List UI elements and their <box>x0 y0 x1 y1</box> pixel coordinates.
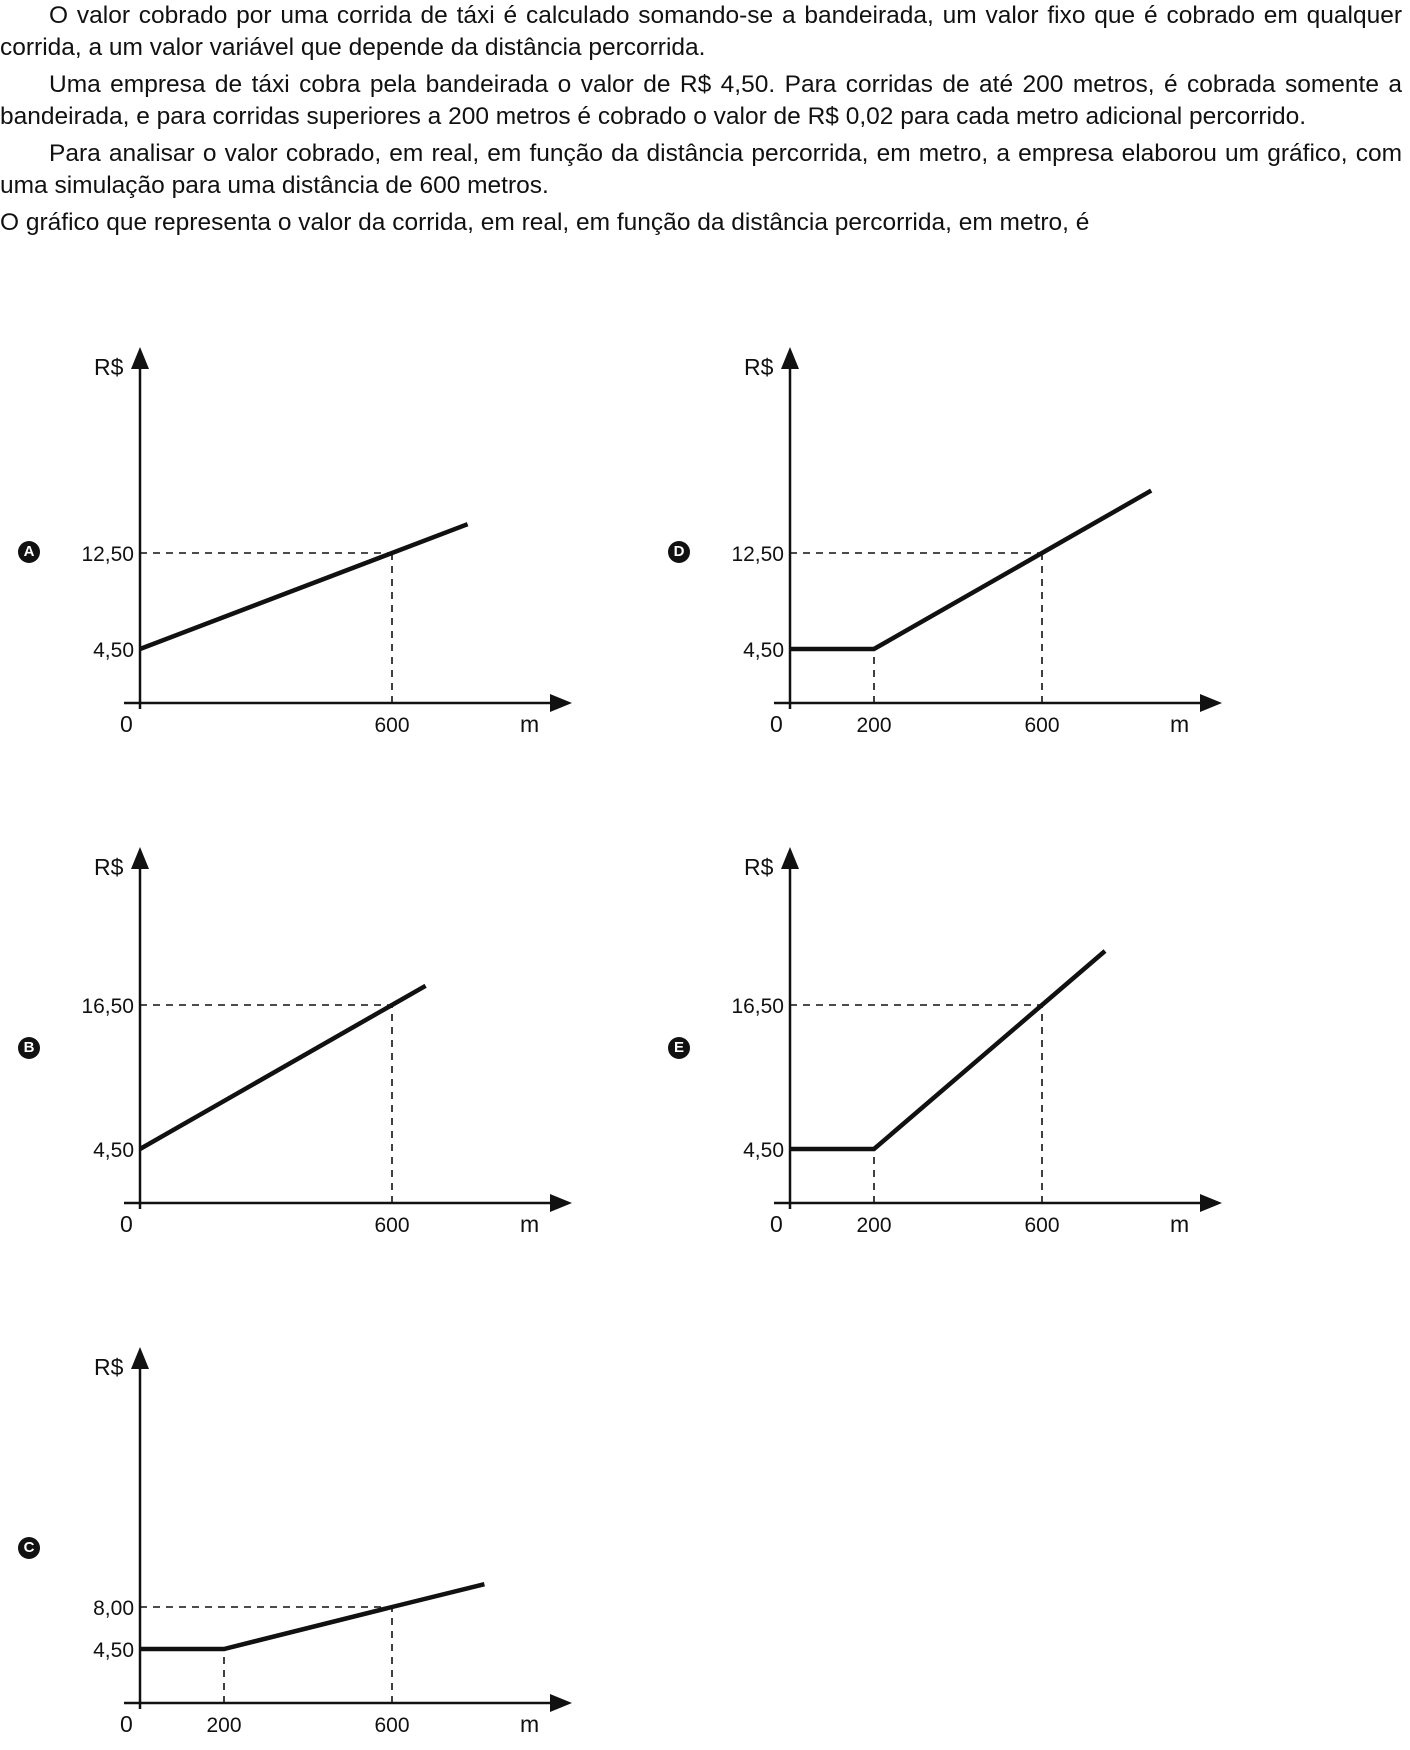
question-prompt: O gráfico que representa o valor da corrida, em real, em função da distância percorrida, em metro, é <box>0 209 1090 236</box>
x-tick-label-200: 200 <box>856 714 892 737</box>
option-b-graph[interactable] <box>0 845 540 1237</box>
option-c-graph[interactable] <box>0 1345 540 1737</box>
y-tick-label: 4,50 <box>93 1139 134 1162</box>
x-axis-label: m <box>520 1211 540 1237</box>
origin-label: 0 <box>120 1211 133 1237</box>
x-axis-label: m <box>520 1711 540 1737</box>
y-tick-label: 4,50 <box>743 639 784 662</box>
question-text <box>0 0 1402 239</box>
y-tick-label: 4,50 <box>93 1639 134 1662</box>
y-tick-label: 12,50 <box>731 543 784 566</box>
option-a-series-line <box>140 524 468 649</box>
origin-label: 0 <box>770 711 783 737</box>
option-b-chart <box>0 845 540 1237</box>
origin-label: 0 <box>770 1211 783 1237</box>
y-axis-label: R$ <box>744 354 774 380</box>
y-tick-label: 12,50 <box>81 543 134 566</box>
origin-label: 0 <box>120 711 133 737</box>
y-tick-label: 16,50 <box>731 995 784 1018</box>
option-e-graph[interactable] <box>650 845 1190 1237</box>
x-tick-label-600: 600 <box>374 1214 410 1237</box>
option-c-chart <box>0 1345 540 1737</box>
option-c-badge[interactable]: C <box>18 1537 40 1559</box>
y-axis-arrow <box>781 347 799 369</box>
option-a-chart <box>0 345 540 737</box>
y-tick-label: 8,00 <box>93 1597 134 1620</box>
option-d-graph[interactable] <box>650 345 1190 737</box>
y-axis-arrow <box>131 847 149 869</box>
y-axis-label: R$ <box>94 1354 124 1380</box>
option-a-graph[interactable] <box>0 345 540 737</box>
option-e-series-line <box>790 951 1105 1149</box>
x-axis-arrow <box>550 1194 572 1212</box>
x-axis-label: m <box>1170 1211 1190 1237</box>
x-axis-arrow <box>1200 1194 1222 1212</box>
option-a-badge[interactable]: A <box>18 541 40 563</box>
y-tick-label: 4,50 <box>93 639 134 662</box>
x-tick-label-600: 600 <box>1024 1214 1060 1237</box>
option-d-series-line <box>790 491 1151 649</box>
option-e-badge[interactable]: E <box>668 1037 690 1059</box>
paragraph-1: O valor cobrado por uma corrida de táxi é calculado somando-se a bandeirada, um valor fixo que é cobrado em qualquer corrida, a um valor variável que depende da distância percorrida. <box>0 2 1402 61</box>
y-axis-arrow <box>131 347 149 369</box>
paragraph-2: Uma empresa de táxi cobra pela bandeirada o valor de R$ 4,50. Para corridas de até 200 metros, é cobrada somente a bandeirada, e para corridas superiores a 200 metros é cobrado o valor de R$ 0,02 para cada metro adicional percorrido. <box>0 71 1402 130</box>
y-tick-label: 4,50 <box>743 1139 784 1162</box>
option-e-chart <box>650 845 1190 1237</box>
origin-label: 0 <box>120 1711 133 1737</box>
x-tick-label-600: 600 <box>374 714 410 737</box>
y-axis-arrow <box>781 847 799 869</box>
option-d-chart <box>650 345 1190 737</box>
x-axis-arrow <box>550 1694 572 1712</box>
option-d-badge[interactable]: D <box>668 541 690 563</box>
option-c-series-line <box>140 1584 484 1649</box>
option-b-badge[interactable]: B <box>18 1037 40 1059</box>
x-tick-label-200: 200 <box>206 1714 242 1737</box>
y-tick-label: 16,50 <box>81 995 134 1018</box>
x-tick-label-600: 600 <box>1024 714 1060 737</box>
y-axis-label: R$ <box>744 854 774 880</box>
x-tick-label-200: 200 <box>856 1214 892 1237</box>
x-axis-arrow <box>550 694 572 712</box>
x-axis-label: m <box>520 711 540 737</box>
x-tick-label-600: 600 <box>374 1714 410 1737</box>
x-axis-arrow <box>1200 694 1222 712</box>
y-axis-label: R$ <box>94 354 124 380</box>
y-axis-label: R$ <box>94 854 124 880</box>
paragraph-3: Para analisar o valor cobrado, em real, em função da distância percorrida, em metro, a empresa elaborou um gráfico, com uma simulação para uma distância de 600 metros. <box>0 140 1402 199</box>
option-b-series-line <box>140 986 426 1149</box>
y-axis-arrow <box>131 1347 149 1369</box>
x-axis-label: m <box>1170 711 1190 737</box>
